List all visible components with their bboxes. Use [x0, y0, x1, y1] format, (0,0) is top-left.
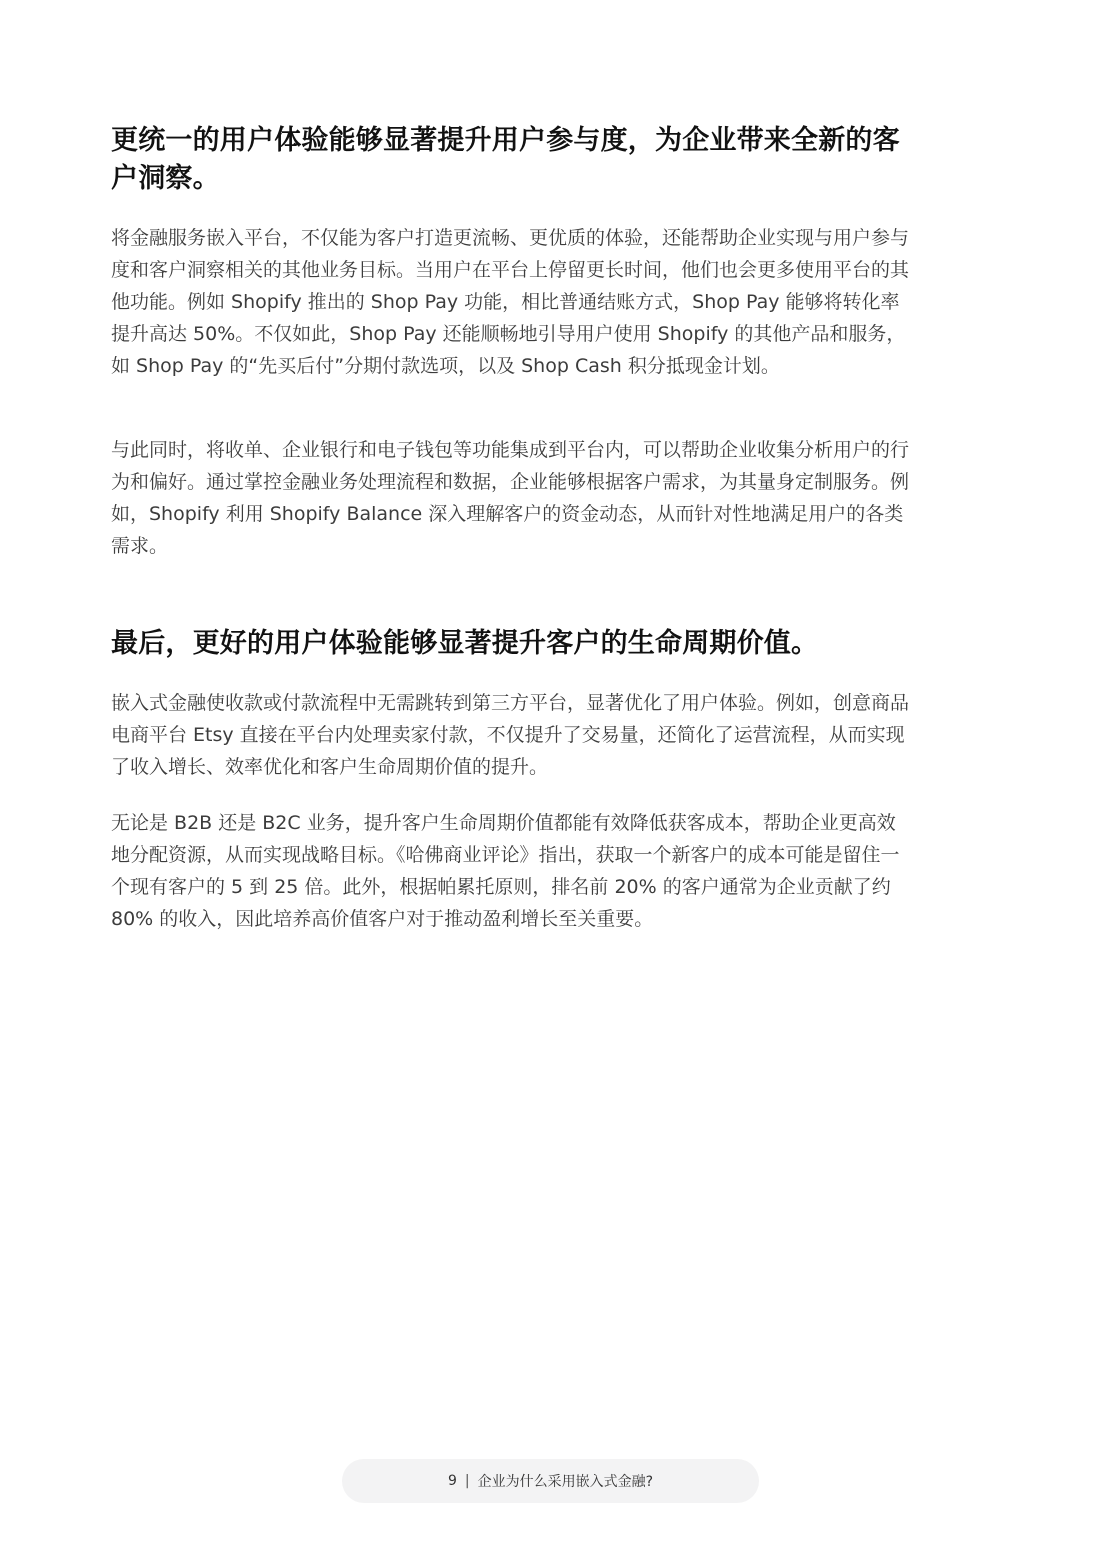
- body-paragraph: 嵌入式金融使收款或付款流程中无需跳转到第三方平台，显著优化了用户体验。例如，创意商品电商平台 Etsy 直接在平台内处理卖家付款，不仅提升了交易量，还简化了运营流程，从而实现了收入增长、效率优化和客户生命周期价值的提升。: [111, 692, 910, 778]
- footer-separator: |: [464, 1473, 470, 1489]
- body-paragraph: 与此同时，将收单、企业银行和电子钱包等功能集成到平台内，可以帮助企业收集分析用户的行为和偏好。通过掌控金融业务处理流程和数据，企业能够根据客户需求，为其量身定制服务。例如，Shopify 利用 Shopify Balance 深入理解客户的资金动态，从而针对性地满足用户的各类需求。: [111, 439, 910, 557]
- section-heading: 更统一的用户体验能够显著提升用户参与度，为企业带来全新的客户洞察。: [111, 125, 900, 194]
- section-lifetime-value: [111, 625, 911, 930]
- section-heading: 最后，更好的用户体验能够显著提升客户的生命周期价值。: [111, 628, 819, 659]
- section-user-engagement: [111, 122, 911, 557]
- body-paragraph: 将金融服务嵌入平台，不仅能为客户打造更流畅、更优质的体验，还能帮助企业实现与用户参与度和客户洞察相关的其他业务目标。当用户在平台上停留更长时间，他们也会更多使用平台的其他功能。例如 Shopify 推出的 Shop Pay 功能，相比普通结账方式，Shop Pay 能够将转化率提升高达 50%。不仅如此，Shop Pay 还能顺畅地引导用户使用 Shopify 的其他产品和服务，如 Shop Pay 的“先买后付”分期付款选项，以及 Shop Cash 积分抵现金计划。: [111, 227, 910, 377]
- page-number: 9: [447, 1473, 457, 1489]
- body-paragraph: 无论是 B2B 还是 B2C 业务，提升客户生命周期价值都能有效降低获客成本，帮助企业更高效地分配资源，从而实现战略目标。《哈佛商业评论》指出，获取一个新客户的成本可能是留住一个现有客户的 5 到 25 倍。此外，根据帕累托原则，排名前 20% 的客户通常为企业贡献了约 80% 的收入，因此培养高价值客户对于推动盈利增长至关重要。: [111, 812, 900, 930]
- page-footer: [342, 1459, 759, 1503]
- document-title: 企业为什么采用嵌入式金融?: [477, 1474, 654, 1490]
